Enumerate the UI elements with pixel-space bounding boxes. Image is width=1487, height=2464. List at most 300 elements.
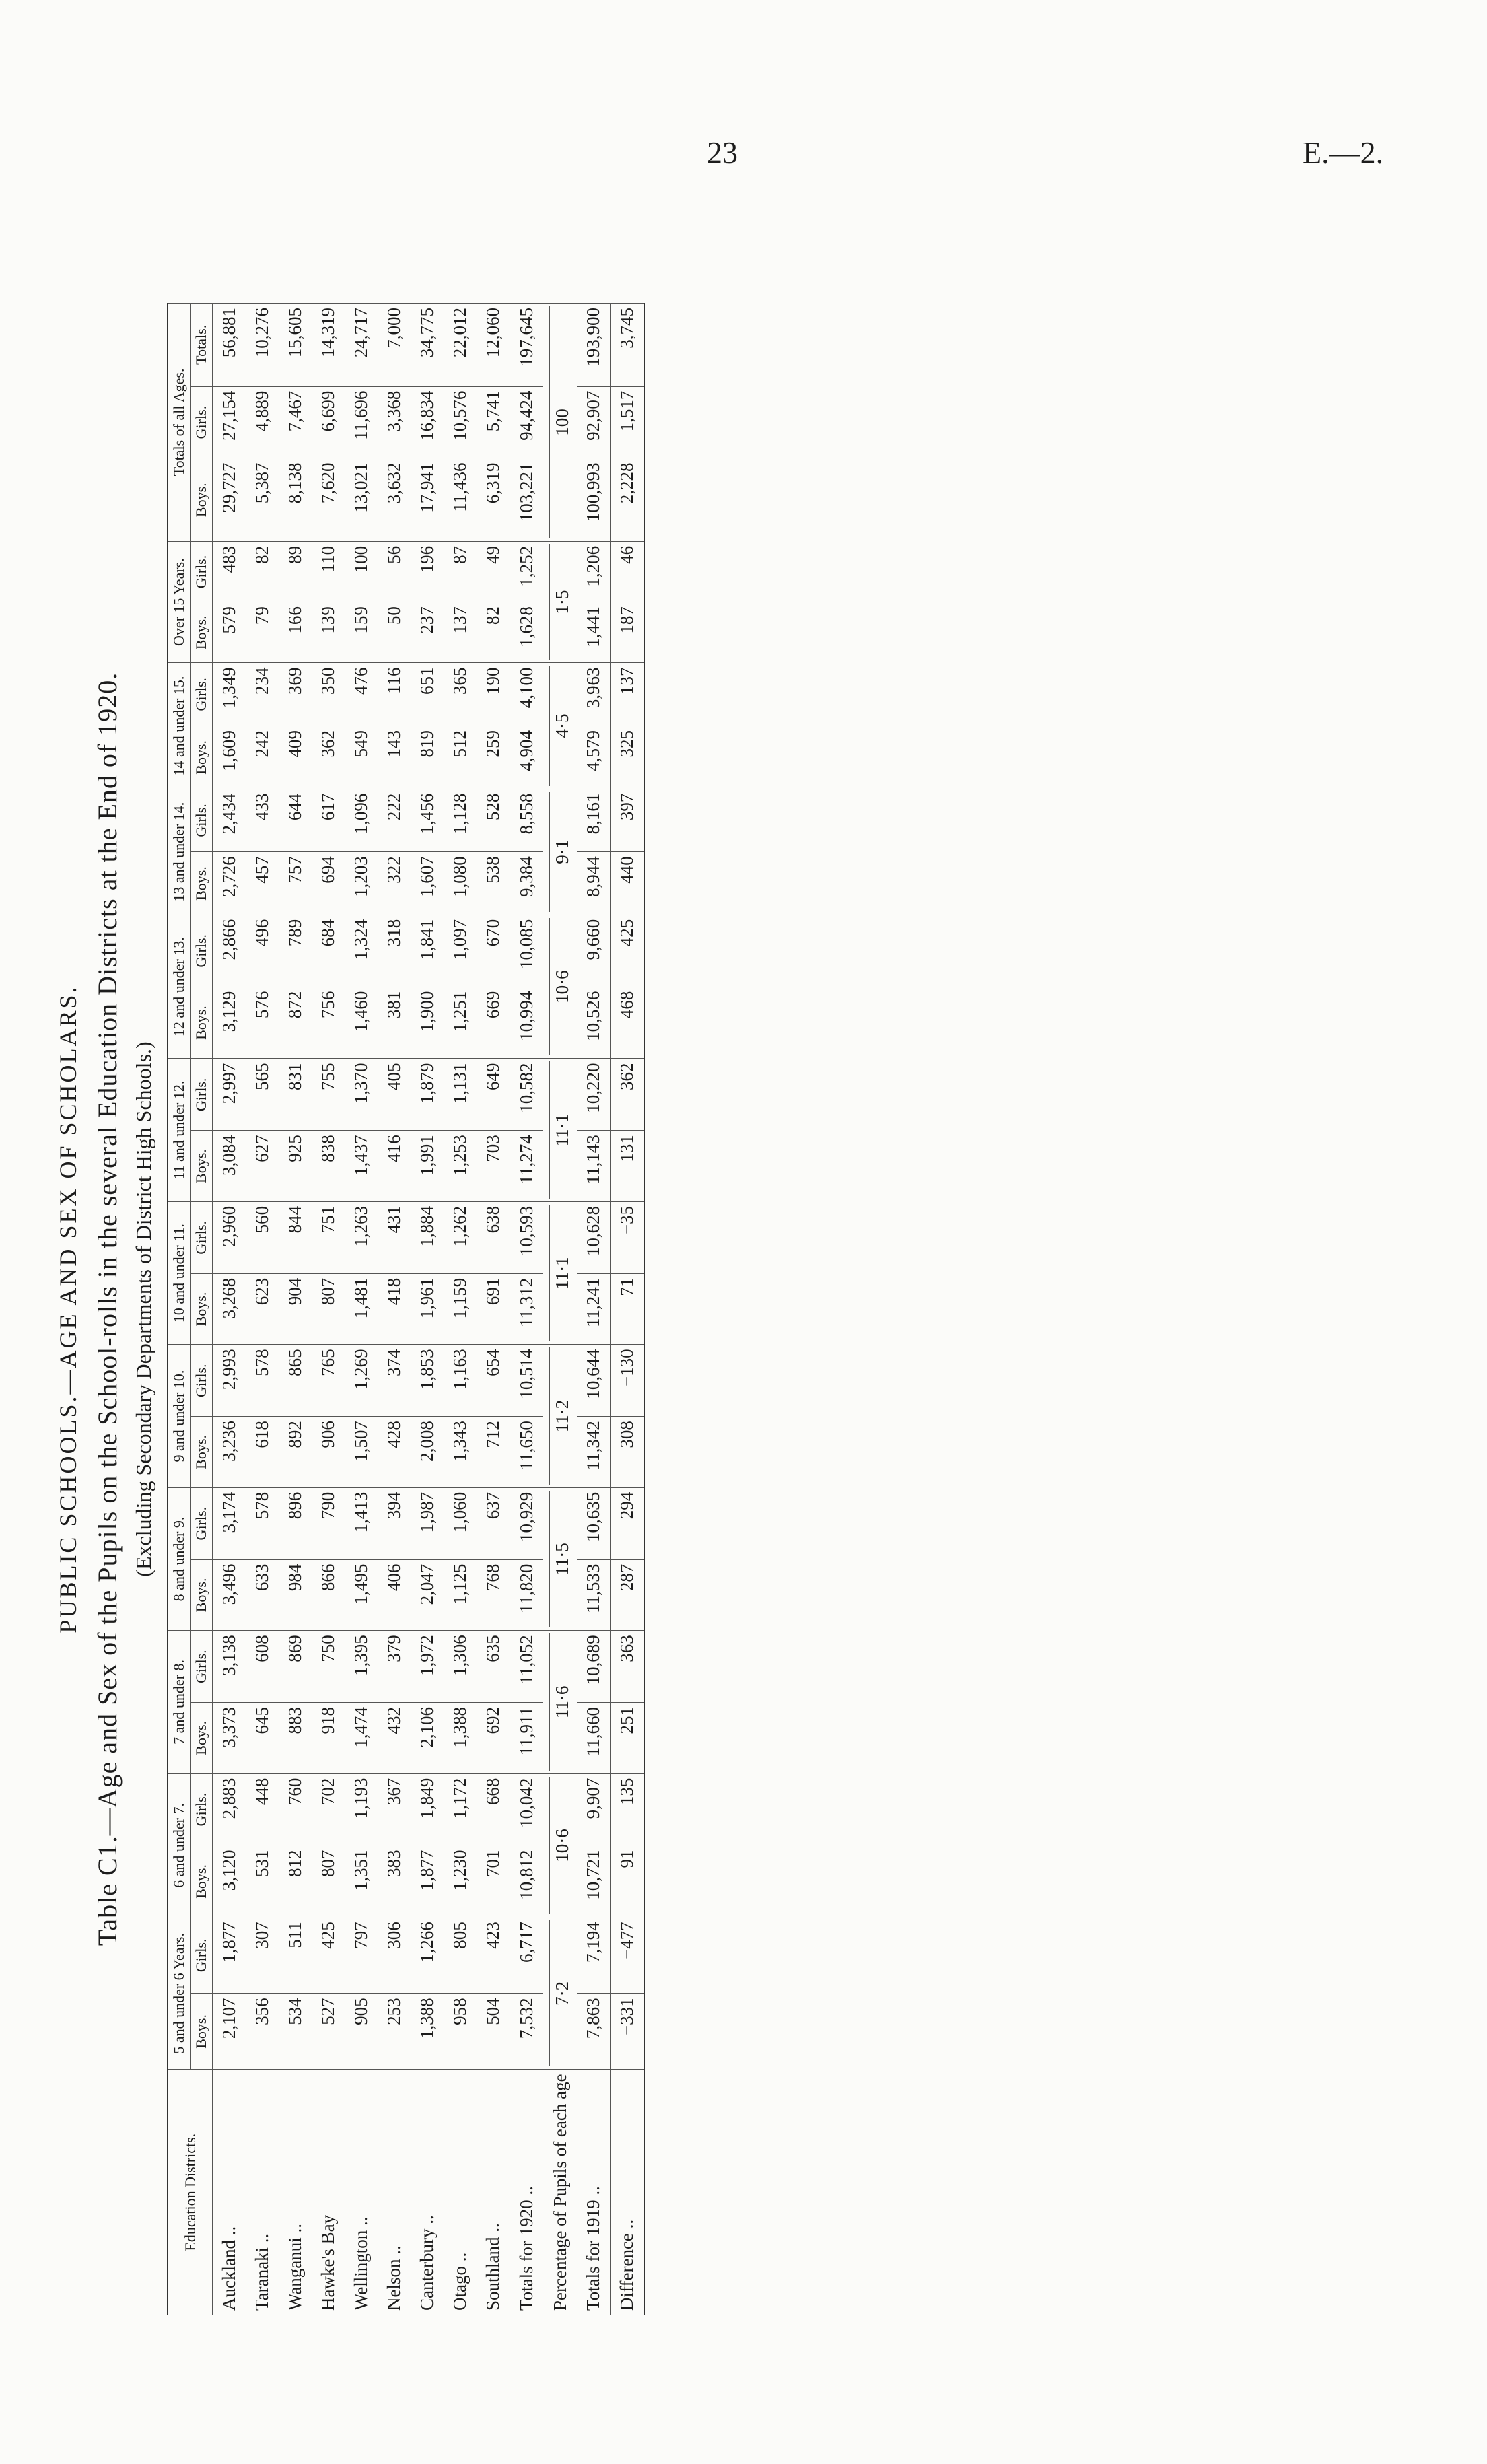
table-cell: 896 <box>279 1487 312 1559</box>
age-group-header: 13 and under 14. <box>168 789 191 915</box>
table-cell: 10,994 <box>510 987 544 1059</box>
table-cell: 1,607 <box>411 852 444 915</box>
table-cell: 2,047 <box>411 1559 444 1631</box>
girls-header: Girls. <box>191 1345 213 1417</box>
leader-dots: .. <box>285 2223 306 2233</box>
table-cell: 1,481 <box>345 1273 378 1345</box>
percentage-cell <box>543 1345 577 1487</box>
table-cell: 10,689 <box>577 1631 611 1703</box>
table-cell: 1,879 <box>411 1059 444 1131</box>
table-cell: 374 <box>378 1345 411 1417</box>
age-group-header: 11 and under 12. <box>168 1059 191 1201</box>
table-cell: 383 <box>378 1845 411 1917</box>
section-heading: PUBLIC SCHOOLS.—AGE AND SEX OF SCHOLARS. <box>55 985 81 1633</box>
percentage-cell <box>543 1773 577 1917</box>
table-cell: 89 <box>279 541 312 602</box>
table-cell: 100,993 <box>577 458 611 541</box>
table-row <box>411 304 444 2315</box>
table-cell: 750 <box>312 1631 345 1703</box>
table-cell: 844 <box>279 1201 312 1273</box>
table-cell: 2,866 <box>213 915 246 987</box>
table-cell: 1,884 <box>411 1201 444 1273</box>
leader-dots: .. <box>583 2186 604 2195</box>
leader-dots: .. <box>384 2245 405 2255</box>
table-cell: 1,456 <box>411 789 444 852</box>
table-cell: 322 <box>378 852 411 915</box>
table-cell: 7,194 <box>577 1917 611 1994</box>
table-row <box>246 304 279 2315</box>
table-cell: 637 <box>477 1487 510 1559</box>
table-cell: 10,085 <box>510 915 544 987</box>
table-cell: 11,820 <box>510 1559 544 1631</box>
table-cell: 6,717 <box>510 1917 544 1994</box>
table-cell: 617 <box>312 789 345 852</box>
table-cell: 1,628 <box>510 602 544 663</box>
table-cell: 325 <box>611 726 645 789</box>
leader-dots: .. <box>417 2215 438 2224</box>
boys-header: Boys. <box>191 1417 213 1488</box>
leader-dots: .. <box>483 2223 504 2232</box>
leader-dots: .. <box>516 2186 537 2195</box>
table-cell: 1,351 <box>345 1845 378 1917</box>
table-cell: 925 <box>279 1131 312 1202</box>
boys-header: Boys. <box>191 458 213 541</box>
table-cell: 1,437 <box>345 1131 378 1202</box>
table-cell: 1,252 <box>510 541 544 602</box>
district-name <box>477 2070 510 2315</box>
header-row-sex <box>191 304 213 2315</box>
boys-header: Boys. <box>191 726 213 789</box>
table-cell: 1,474 <box>345 1703 378 1774</box>
table-cell: 137 <box>444 602 477 663</box>
table-cell: 1,495 <box>345 1559 378 1631</box>
age-group-header: Totals of all Ages. <box>168 304 191 542</box>
table-cell: 692 <box>477 1703 510 1774</box>
table-cell: 1,349 <box>213 663 246 726</box>
table-cell: 253 <box>378 1994 411 2070</box>
district-name <box>213 2070 246 2315</box>
table-cell: 87 <box>444 541 477 602</box>
table-cell: 1,441 <box>577 602 611 663</box>
table-cell: 755 <box>312 1059 345 1131</box>
table-cell: 259 <box>477 726 510 789</box>
table-cell: 457 <box>246 852 279 915</box>
table-cell: 1,987 <box>411 1487 444 1559</box>
table-cell: 869 <box>279 1631 312 1703</box>
table-cell: 5,741 <box>477 386 510 458</box>
table-cell: 34,775 <box>411 304 444 387</box>
table-cell: 307 <box>246 1917 279 1994</box>
table-cell: 1,172 <box>444 1773 477 1845</box>
boys-header: Boys. <box>191 1131 213 1202</box>
table-cell: 425 <box>611 915 645 987</box>
table-cell: 92,907 <box>577 386 611 458</box>
table-cell: 137 <box>611 663 645 726</box>
table-cell: 397 <box>611 789 645 852</box>
table-cell: 765 <box>312 1345 345 1417</box>
table-cell: 1,163 <box>444 1345 477 1417</box>
table-cell: 504 <box>477 1994 510 2070</box>
row-label: Taranaki <box>252 2247 273 2311</box>
table-row <box>510 304 544 2315</box>
table-cell: 1,900 <box>411 987 444 1059</box>
table-cell: 618 <box>246 1417 279 1488</box>
percentage-cell <box>543 304 577 542</box>
table-cell: 12,060 <box>477 304 510 387</box>
table-cell: 56,881 <box>213 304 246 387</box>
table-cell: 10,593 <box>510 1201 544 1273</box>
table-cell: 10,220 <box>577 1059 611 1131</box>
table-cell: 1,961 <box>411 1273 444 1345</box>
girls-header: Girls. <box>191 1773 213 1845</box>
table-cell: 11,342 <box>577 1417 611 1488</box>
table-cell: 103,221 <box>510 458 544 541</box>
table-cell: 1,125 <box>444 1559 477 1631</box>
table-cell: 9,384 <box>510 852 544 915</box>
row-label: Wanganui <box>285 2237 306 2311</box>
table-cell: 579 <box>213 602 246 663</box>
boys-header: Boys. <box>191 1703 213 1774</box>
table-cell: 1,370 <box>345 1059 378 1131</box>
percentage-cell <box>543 1631 577 1773</box>
table-cell: 1,266 <box>411 1917 444 1994</box>
table-cell: 1,507 <box>345 1417 378 1488</box>
table-cell: 528 <box>477 789 510 852</box>
age-group-header: 9 and under 10. <box>168 1345 191 1487</box>
percentage-value: 4·5 <box>549 666 573 785</box>
table-cell: −35 <box>611 1201 645 1273</box>
percentage-cell <box>543 1917 577 2070</box>
table-cell: 712 <box>477 1417 510 1488</box>
table-cell: 11,660 <box>577 1703 611 1774</box>
district-name <box>279 2070 312 2315</box>
table-cell: 197,645 <box>510 304 544 387</box>
table-cell: 3,745 <box>611 304 645 387</box>
percentage-cell <box>543 1201 577 1344</box>
table-cell: 538 <box>477 852 510 915</box>
table-cell: 468 <box>611 987 645 1059</box>
table-cell: 363 <box>611 1631 645 1703</box>
table-cell: 3,120 <box>213 1845 246 1917</box>
table-cell: 10,929 <box>510 1487 544 1559</box>
table-cell: 6,699 <box>312 386 345 458</box>
table-cell: 116 <box>378 663 411 726</box>
girls-header: Girls. <box>191 386 213 458</box>
table-cell: 131 <box>611 1131 645 1202</box>
table-cell: 1,388 <box>444 1703 477 1774</box>
table-cell: 448 <box>246 1773 279 1845</box>
table-cell: 534 <box>279 1994 312 2070</box>
table-cell: 644 <box>279 789 312 852</box>
table-cell: 633 <box>246 1559 279 1631</box>
table-cell: 623 <box>246 1273 279 1345</box>
age-group-header: 10 and under 11. <box>168 1201 191 1344</box>
table-cell: 578 <box>246 1487 279 1559</box>
boys-header: Boys. <box>191 1994 213 2070</box>
table-cell: 3,368 <box>378 386 411 458</box>
table-cell: 883 <box>279 1703 312 1774</box>
girls-header: Girls. <box>191 663 213 726</box>
table-cell: 49 <box>477 541 510 602</box>
table-cell: 751 <box>312 1201 345 1273</box>
table-cell: 10,812 <box>510 1845 544 1917</box>
table-cell: 3,373 <box>213 1703 246 1774</box>
district-name <box>510 2070 544 2315</box>
row-label: Nelson <box>384 2259 405 2311</box>
table-cell: 1,230 <box>444 1845 477 1917</box>
totals-header: Totals. <box>191 304 213 387</box>
table-cell: 10,042 <box>510 1773 544 1845</box>
district-name <box>444 2070 477 2315</box>
table-cell: 306 <box>378 1917 411 1994</box>
table-cell: 409 <box>279 726 312 789</box>
table-cell: 24,717 <box>345 304 378 387</box>
boys-header: Boys. <box>191 602 213 663</box>
table-cell: 1,609 <box>213 726 246 789</box>
table-cell: 701 <box>477 1845 510 1917</box>
table-cell: 608 <box>246 1631 279 1703</box>
table-cell: 381 <box>378 987 411 1059</box>
table-cell: 483 <box>213 541 246 602</box>
table-cell: 627 <box>246 1131 279 1202</box>
table-cell: 440 <box>611 852 645 915</box>
district-name <box>345 2070 378 2315</box>
table-cell: 196 <box>411 541 444 602</box>
table-cell: 1,517 <box>611 386 645 458</box>
table-cell: 789 <box>279 915 312 987</box>
table-cell: 10,514 <box>510 1345 544 1417</box>
row-label: Totals for 1919 <box>583 2199 604 2311</box>
table-cell: 135 <box>611 1773 645 1845</box>
boys-header: Boys. <box>191 987 213 1059</box>
leader-dots: .. <box>219 2226 240 2236</box>
table-cell: 2,960 <box>213 1201 246 1273</box>
percentage-row <box>543 304 577 2315</box>
percentage-value: 10·6 <box>549 1777 573 1915</box>
table-row <box>378 304 411 2315</box>
table-cell: 16,834 <box>411 386 444 458</box>
table-cell: 294 <box>611 1487 645 1559</box>
table-cell: 512 <box>444 726 477 789</box>
table-cell: 287 <box>611 1559 645 1631</box>
table-cell: 14,319 <box>312 304 345 387</box>
table-cell: 406 <box>378 1559 411 1631</box>
table-cell: 1,324 <box>345 915 378 987</box>
percentage-cell <box>543 663 577 789</box>
table-cell: 425 <box>312 1917 345 1994</box>
girls-header: Girls. <box>191 1631 213 1703</box>
table-cell: 10,526 <box>577 987 611 1059</box>
table-cell: 234 <box>246 663 279 726</box>
rotated-table-block <box>54 303 1158 2315</box>
girls-header: Girls. <box>191 541 213 602</box>
table-cell: 416 <box>378 1131 411 1202</box>
table-cell: 694 <box>312 852 345 915</box>
table-cell: 1,253 <box>444 1131 477 1202</box>
table-cell: 100 <box>345 541 378 602</box>
table-cell: 819 <box>411 726 444 789</box>
percentage-value: 11·1 <box>549 1205 573 1341</box>
percentage-value: 9·1 <box>549 792 573 912</box>
table-cell: −130 <box>611 1345 645 1417</box>
table-cell: 1,251 <box>444 987 477 1059</box>
table-cell: 3,963 <box>577 663 611 726</box>
table-cell: 578 <box>246 1345 279 1417</box>
table-cell: 7,863 <box>577 1994 611 2070</box>
table-cell: 691 <box>477 1273 510 1345</box>
table-row <box>279 304 312 2315</box>
table-cell: 2,993 <box>213 1345 246 1417</box>
district-name <box>411 2070 444 2315</box>
table-cell: 790 <box>312 1487 345 1559</box>
table-cell: 905 <box>345 1994 378 2070</box>
table-cell: 5,387 <box>246 458 279 541</box>
boys-header: Boys. <box>191 852 213 915</box>
table-cell: 638 <box>477 1201 510 1273</box>
table-cell: −477 <box>611 1917 645 1994</box>
table-cell: 1,972 <box>411 1631 444 1703</box>
age-group-header: 6 and under 7. <box>168 1773 191 1917</box>
table-cell: 431 <box>378 1201 411 1273</box>
table-cell: 11,143 <box>577 1131 611 1202</box>
percentage-value: 11·5 <box>549 1491 573 1627</box>
table-subtitle: (Excluding Secondary Departments of District High Schools.) <box>131 1041 155 1577</box>
table-cell: 190 <box>477 663 510 726</box>
table-cell: 669 <box>477 987 510 1059</box>
table-cell: 1,395 <box>345 1631 378 1703</box>
boys-header: Boys. <box>191 1845 213 1917</box>
table-cell: 10,721 <box>577 1845 611 1917</box>
age-group-header: 7 and under 8. <box>168 1631 191 1773</box>
table-cell: 549 <box>345 726 378 789</box>
table-cell: 365 <box>444 663 477 726</box>
table-cell: 11,312 <box>510 1273 544 1345</box>
table-cell: 8,138 <box>279 458 312 541</box>
table-cell: 892 <box>279 1417 312 1488</box>
table-cell: 11,274 <box>510 1131 544 1202</box>
percentage-value: 100 <box>549 306 573 538</box>
table-cell: 222 <box>378 789 411 852</box>
percentage-cell <box>543 541 577 663</box>
table-cell: 2,434 <box>213 789 246 852</box>
table-cell: 1,159 <box>444 1273 477 1345</box>
table-cell: 984 <box>279 1559 312 1631</box>
table-cell: 865 <box>279 1345 312 1417</box>
table-cell: 1,131 <box>444 1059 477 1131</box>
age-group-header: 12 and under 13. <box>168 915 191 1059</box>
table-cell: 4,904 <box>510 726 544 789</box>
table-cell: 3,496 <box>213 1559 246 1631</box>
table-cell: 760 <box>279 1773 312 1845</box>
table-cell: 82 <box>477 602 510 663</box>
table-cell: 1,080 <box>444 852 477 915</box>
age-group-header: 14 and under 15. <box>168 663 191 789</box>
table-cell: 1,877 <box>411 1845 444 1917</box>
girls-header: Girls. <box>191 1201 213 1273</box>
girls-header: Girls. <box>191 1487 213 1559</box>
table-cell: 166 <box>279 602 312 663</box>
table-cell: 187 <box>611 602 645 663</box>
table-cell: 560 <box>246 1201 279 1273</box>
table-cell: 143 <box>378 726 411 789</box>
table-cell: 1,841 <box>411 915 444 987</box>
table-cell: −331 <box>611 1994 645 2070</box>
table-cell: 1,460 <box>345 987 378 1059</box>
table-cell: 7,467 <box>279 386 312 458</box>
table-cell: 10,635 <box>577 1487 611 1559</box>
table-cell: 2,106 <box>411 1703 444 1774</box>
row-label: Difference <box>617 2233 637 2311</box>
table-row <box>611 304 645 2315</box>
leader-dots: .. <box>617 2219 637 2229</box>
table-cell: 11,436 <box>444 458 477 541</box>
table-cell: 1,388 <box>411 1994 444 2070</box>
heading-block <box>54 303 156 2315</box>
table-cell: 1,343 <box>444 1417 477 1488</box>
table-cell: 82 <box>246 541 279 602</box>
table-cell: 511 <box>279 1917 312 1994</box>
table-cell: 1,096 <box>345 789 378 852</box>
table-cell: 362 <box>611 1059 645 1131</box>
table-cell: 1,060 <box>444 1487 477 1559</box>
table-cell: 831 <box>279 1059 312 1131</box>
table-cell: 7,532 <box>510 1994 544 2070</box>
table-cell: 958 <box>444 1994 477 2070</box>
age-group-header: 8 and under 9. <box>168 1487 191 1630</box>
table-cell: 242 <box>246 726 279 789</box>
percentage-value: 10·6 <box>549 918 573 1056</box>
table-cell: 251 <box>611 1703 645 1774</box>
table-cell: 159 <box>345 602 378 663</box>
row-label: Auckland <box>219 2240 240 2311</box>
table-cell: 757 <box>279 852 312 915</box>
table-cell: 369 <box>279 663 312 726</box>
percentage-cell <box>543 789 577 915</box>
table-cell: 1,193 <box>345 1773 378 1845</box>
percentage-cell <box>543 1487 577 1630</box>
table-cell: 2,883 <box>213 1773 246 1845</box>
age-sex-table <box>167 303 645 2315</box>
table-cell: 8,944 <box>577 852 611 915</box>
table-cell: 1,853 <box>411 1345 444 1417</box>
row-label: Canterbury <box>417 2228 438 2311</box>
table-cell: 11,650 <box>510 1417 544 1488</box>
girls-header: Girls. <box>191 1059 213 1131</box>
table-cell: 237 <box>411 602 444 663</box>
table-cell: 2,726 <box>213 852 246 915</box>
table-cell: 11,911 <box>510 1703 544 1774</box>
row-label: Totals for 1920 <box>516 2199 537 2311</box>
percentage-cell <box>543 915 577 1059</box>
table-cell: 8,161 <box>577 789 611 852</box>
table-cell: 7,620 <box>312 458 345 541</box>
table-cell: 29,727 <box>213 458 246 541</box>
table-cell: 3,236 <box>213 1417 246 1488</box>
district-name <box>378 2070 411 2315</box>
table-cell: 812 <box>279 1845 312 1917</box>
table-cell: 838 <box>312 1131 345 1202</box>
table-cell: 15,605 <box>279 304 312 387</box>
table-cell: 797 <box>345 1917 378 1994</box>
district-name <box>611 2070 645 2315</box>
table-cell: 1,849 <box>411 1773 444 1845</box>
table-cell: 405 <box>378 1059 411 1131</box>
table-cell: 768 <box>477 1559 510 1631</box>
percentage-value: 11·6 <box>549 1633 573 1770</box>
table-cell: 1,269 <box>345 1345 378 1417</box>
table-cell: 645 <box>246 1703 279 1774</box>
table-cell: 635 <box>477 1631 510 1703</box>
